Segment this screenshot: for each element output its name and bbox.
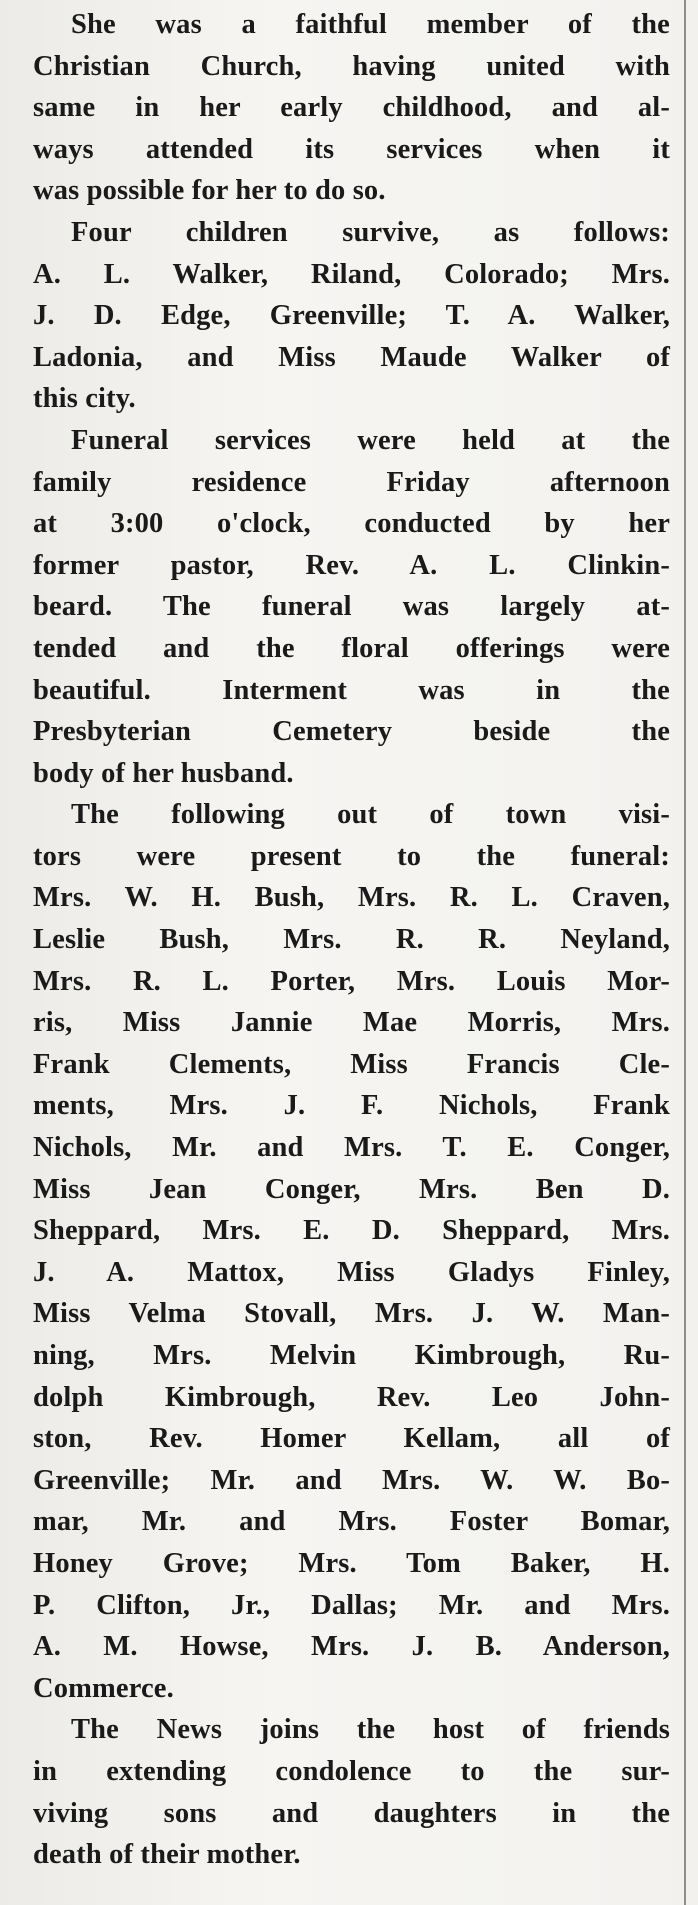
- text-line: P. Clifton, Jr., Dallas; Mr. and Mrs.: [33, 1589, 670, 1621]
- obituary-article: [33, 4, 670, 1876]
- text-line: this city.: [33, 383, 136, 415]
- text-line: in extending condolence to the sur-: [33, 1755, 670, 1787]
- text-line: Frank Clements, Miss Francis Cle-: [33, 1048, 670, 1080]
- text-line: beautiful. Interment was in the: [33, 674, 670, 706]
- text-line: Greenville; Mr. and Mrs. W. W. Bo-: [33, 1464, 670, 1496]
- paragraph-church-membership: [33, 4, 670, 212]
- paragraph-visitors: [33, 794, 670, 1709]
- text-line: Miss Velma Stovall, Mrs. J. W. Man-: [33, 1298, 670, 1330]
- text-line: Nichols, Mr. and Mrs. T. E. Conger,: [33, 1132, 670, 1164]
- paragraph-survivors: [33, 212, 670, 420]
- text-line: dolph Kimbrough, Rev. Leo John-: [33, 1381, 670, 1413]
- text-line: Mrs. W. H. Bush, Mrs. R. L. Craven,: [33, 882, 670, 914]
- text-line: J. A. Mattox, Miss Gladys Finley,: [33, 1256, 670, 1288]
- text-line: family residence Friday afternoon: [33, 466, 670, 498]
- text-line: same in her early childhood, and al-: [33, 92, 670, 124]
- text-line: death of their mother.: [33, 1839, 301, 1871]
- text-line: tors were present to the funeral:: [33, 840, 670, 872]
- text-line: Presbyterian Cemetery beside the: [33, 716, 670, 748]
- text-line: J. D. Edge, Greenville; T. A. Walker,: [33, 300, 670, 332]
- text-line: ments, Mrs. J. F. Nichols, Frank: [33, 1090, 670, 1122]
- text-line: The News joins the host of friends: [71, 1714, 670, 1746]
- text-line: Commerce.: [33, 1672, 174, 1704]
- text-line: ning, Mrs. Melvin Kimbrough, Ru-: [33, 1340, 670, 1371]
- text-line: She was a faithful member of the: [71, 9, 670, 40]
- paragraph-condolence: [33, 1709, 670, 1875]
- text-line: former pastor, Rev. A. L. Clinkin-: [33, 549, 670, 581]
- text-line: Sheppard, Mrs. E. D. Sheppard, Mrs.: [33, 1215, 670, 1247]
- text-line: ways attended its services when it: [33, 133, 670, 165]
- text-line: beard. The funeral was largely at-: [33, 591, 670, 623]
- column-rule: [684, 0, 686, 1905]
- paragraph-funeral-services: [33, 420, 670, 794]
- text-line: The following out of town visi-: [71, 799, 670, 831]
- text-line: Christian Church, having united with: [33, 50, 670, 82]
- text-line: at 3:00 o'clock, conducted by her: [33, 508, 670, 540]
- text-line: tended and the floral offerings were: [33, 632, 670, 664]
- text-line: ris, Miss Jannie Mae Morris, Mrs.: [33, 1007, 670, 1039]
- text-line: Four children survive, as follows:: [71, 216, 670, 248]
- text-line: Miss Jean Conger, Mrs. Ben D.: [33, 1173, 670, 1205]
- text-line: Funeral services were held at the: [71, 424, 670, 456]
- text-line: Leslie Bush, Mrs. R. R. Neyland,: [33, 924, 670, 956]
- text-line: was possible for her to do so.: [33, 175, 386, 207]
- text-line: viving sons and daughters in the: [33, 1797, 670, 1829]
- text-line: A. M. Howse, Mrs. J. B. Anderson,: [33, 1631, 670, 1663]
- text-line: A. L. Walker, Riland, Colorado; Mrs.: [33, 258, 670, 290]
- text-line: Ladonia, and Miss Maude Walker of: [33, 341, 670, 373]
- text-line: ston, Rev. Homer Kellam, all of: [33, 1423, 670, 1455]
- text-line: body of her husband.: [33, 757, 294, 789]
- text-line: mar, Mr. and Mrs. Foster Bomar,: [33, 1506, 670, 1538]
- text-line: Mrs. R. L. Porter, Mrs. Louis Mor-: [33, 965, 670, 997]
- text-line: Honey Grove; Mrs. Tom Baker, H.: [33, 1547, 670, 1579]
